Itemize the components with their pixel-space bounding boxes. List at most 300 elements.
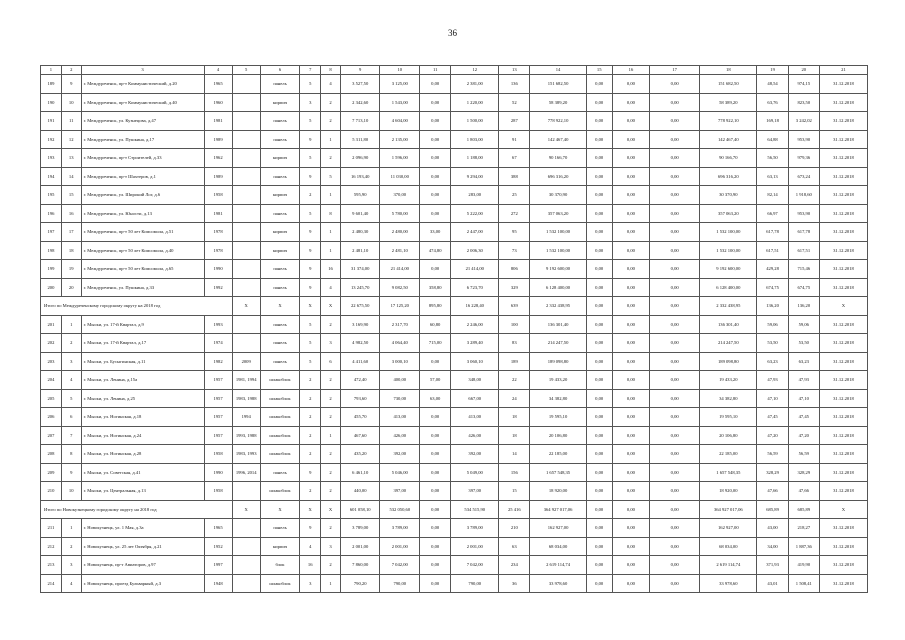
- table-cell: 31.12.2018: [819, 167, 867, 186]
- column-header: 16: [612, 66, 649, 75]
- table-cell: 63,13: [757, 167, 788, 186]
- table-cell: 0,00: [650, 149, 700, 168]
- table-cell: 1958: [204, 186, 232, 205]
- table-cell: 3 169,90: [340, 315, 380, 334]
- table-cell: 3 789,00: [380, 519, 420, 538]
- table-cell: 63,23: [757, 352, 788, 371]
- table-cell: 0,00: [650, 389, 700, 408]
- table-cell: X: [300, 297, 321, 316]
- table-cell: 639: [499, 297, 530, 316]
- table-cell: 1 803,00: [451, 130, 499, 149]
- table-cell: [232, 186, 260, 205]
- table-cell: 0,00: [612, 149, 649, 168]
- table-cell: 5: [300, 352, 321, 371]
- table-cell: 19 433,20: [530, 371, 586, 390]
- table-cell: 455,70: [340, 408, 380, 427]
- table-cell: 56,59: [757, 445, 788, 464]
- table-cell: 0,00: [650, 556, 700, 575]
- column-header: 8: [321, 66, 341, 75]
- table-cell: 0,00: [612, 278, 649, 297]
- table-cell: 31.12.2018: [819, 130, 867, 149]
- table-cell: 210: [499, 519, 530, 538]
- table-cell: 2 481,10: [340, 241, 380, 260]
- table-cell: 59,06: [788, 315, 819, 334]
- table-cell: 34 382,80: [700, 389, 757, 408]
- table-cell: 1981: [204, 204, 232, 223]
- table-cell: 34,00: [757, 537, 788, 556]
- table-cell: X: [819, 500, 867, 519]
- table-cell: 426,00: [380, 426, 420, 445]
- table-cell: 1997: [204, 556, 232, 575]
- table-cell: 47,45: [757, 408, 788, 427]
- table-cell: 1948: [204, 574, 232, 593]
- table-cell: 1978: [204, 241, 232, 260]
- table-cell: 136,20: [788, 297, 819, 316]
- table-cell: 0,00: [650, 463, 700, 482]
- table-row: [41, 260, 868, 279]
- table-cell: 24: [499, 389, 530, 408]
- table-cell: 201: [41, 315, 62, 334]
- table-cell: 16: [300, 556, 321, 575]
- table-cell: 213: [41, 556, 62, 575]
- table-cell: 136 301,40: [700, 315, 757, 334]
- table-cell: X: [232, 297, 260, 316]
- table-cell: 0,00: [612, 186, 649, 205]
- table-cell: 206: [41, 408, 62, 427]
- table-cell: г. Междуреченск, пр-т 50 лет Комсомола, д.65: [81, 260, 204, 279]
- table-cell: 211: [41, 519, 62, 538]
- table-cell: шлакоблок: [260, 482, 300, 501]
- table-cell: [232, 574, 260, 593]
- table-cell: 1 887,36: [788, 537, 819, 556]
- table-cell: 2: [321, 519, 341, 538]
- table-cell: г. Мыски, ул. Центральная, д.13: [81, 482, 204, 501]
- table-cell: 953,90: [788, 204, 819, 223]
- table-cell: [232, 537, 260, 556]
- table-cell: 5 311,80: [340, 130, 380, 149]
- table-cell: 214: [41, 574, 62, 593]
- subtotal-label: Итого по Новокузнецкому городскому округу на 2018 год: [41, 500, 233, 519]
- table-cell: [232, 334, 260, 353]
- table-cell: 7 042,00: [380, 556, 420, 575]
- table-cell: г. Междуреченск, пр-т Коммунистический, д.40: [81, 93, 204, 112]
- table-cell: 0,00: [650, 167, 700, 186]
- table-cell: 617,78: [788, 223, 819, 242]
- table-cell: 63,00: [420, 389, 451, 408]
- table-cell: 4 604,00: [380, 112, 420, 131]
- table-cell: г. Новокузнецк, ул. 1 Мая, д.3а: [81, 519, 204, 538]
- table-cell: 4: [61, 371, 81, 390]
- table-cell: 47,20: [788, 426, 819, 445]
- table-row: [41, 186, 868, 205]
- column-header: 20: [788, 66, 819, 75]
- table-cell: 328,29: [757, 463, 788, 482]
- table-cell: [232, 519, 260, 538]
- table-cell: панель: [260, 75, 300, 94]
- table-cell: 33 978,60: [700, 574, 757, 593]
- table-cell: 0,00: [586, 371, 612, 390]
- table-cell: 474,80: [420, 241, 451, 260]
- table-cell: 212: [41, 537, 62, 556]
- table-cell: 0,00: [420, 93, 451, 112]
- table-cell: X: [321, 500, 341, 519]
- table-cell: 1957: [204, 426, 232, 445]
- table-cell: 9 192 600,00: [700, 260, 757, 279]
- table-cell: 617,51: [757, 241, 788, 260]
- table-cell: 0,00: [612, 204, 649, 223]
- table-cell: 31.12.2018: [819, 537, 867, 556]
- column-header: 3: [81, 66, 204, 75]
- table-cell: шлакоблок: [260, 574, 300, 593]
- table-cell: г. Междуреченск, ул. Пушкина, д.17: [81, 130, 204, 149]
- table-cell: 0,00: [420, 519, 451, 538]
- table-cell: 979,36: [788, 149, 819, 168]
- column-header: 14: [530, 66, 586, 75]
- table-cell: 0,00: [420, 204, 451, 223]
- table-cell: 601 058,10: [340, 500, 380, 519]
- table-cell: 4: [321, 278, 341, 297]
- table-cell: 974,15: [788, 75, 819, 94]
- table-cell: 0,00: [650, 500, 700, 519]
- table-cell: 209: [41, 463, 62, 482]
- table-cell: 0,00: [420, 186, 451, 205]
- table-cell: 370,00: [380, 186, 420, 205]
- table-cell: 7 860,00: [340, 556, 380, 575]
- table-cell: 400,00: [380, 371, 420, 390]
- table-body: [41, 75, 868, 593]
- table-cell: 0,00: [586, 260, 612, 279]
- table-cell: 2: [321, 445, 341, 464]
- table-cell: 1 532 100,00: [530, 241, 586, 260]
- table-cell: 30 370,90: [530, 186, 586, 205]
- table-cell: 0,00: [420, 500, 451, 519]
- table-cell: 0,00: [586, 482, 612, 501]
- table-cell: 2: [321, 112, 341, 131]
- table-cell: 47,20: [757, 426, 788, 445]
- table-cell: 193: [41, 149, 62, 168]
- table-cell: 19 595,10: [700, 408, 757, 427]
- column-header: 19: [757, 66, 788, 75]
- table-cell: [232, 223, 260, 242]
- table-cell: 31.12.2018: [819, 112, 867, 131]
- table-cell: 4: [61, 574, 81, 593]
- table-cell: 6: [321, 352, 341, 371]
- table-cell: 3 000,10: [380, 352, 420, 371]
- table-cell: 2 619 114,74: [700, 556, 757, 575]
- table-cell: шлакоблок: [260, 408, 300, 427]
- table-cell: 16: [61, 204, 81, 223]
- table-cell: 13 245,70: [340, 278, 380, 297]
- table-cell: 1 532 100,00: [700, 241, 757, 260]
- table-cell: 2 381,00: [451, 75, 499, 94]
- table-cell: 162 927,00: [530, 519, 586, 538]
- table-cell: 2: [300, 482, 321, 501]
- column-header: 18: [700, 66, 757, 75]
- table-cell: 22 185,00: [530, 445, 586, 464]
- table-cell: 22 185,00: [700, 445, 757, 464]
- table-cell: 6 461,10: [340, 463, 380, 482]
- table-cell: 2: [300, 371, 321, 390]
- table-cell: 1 543,00: [380, 93, 420, 112]
- table-cell: 790,00: [380, 574, 420, 593]
- table-cell: 31.12.2018: [819, 426, 867, 445]
- table-cell: 1957: [204, 408, 232, 427]
- table-cell: 0,00: [650, 241, 700, 260]
- table-cell: 0,00: [650, 75, 700, 94]
- table-cell: 2: [300, 445, 321, 464]
- table-cell: 20: [61, 278, 81, 297]
- table-cell: 5 222,00: [451, 204, 499, 223]
- table-cell: 68 034,00: [700, 537, 757, 556]
- column-header: 9: [340, 66, 380, 75]
- table-cell: 31.12.2018: [819, 75, 867, 94]
- table-cell: 2 001,00: [340, 537, 380, 556]
- table-cell: 0,00: [586, 315, 612, 334]
- column-header: 10: [380, 66, 420, 75]
- table-cell: 0,00: [650, 574, 700, 593]
- table-cell: 1 532 100,00: [530, 223, 586, 242]
- table-cell: 673,24: [788, 167, 819, 186]
- table-cell: 58 389,20: [530, 93, 586, 112]
- table-cell: 10: [61, 93, 81, 112]
- table-row: [41, 223, 868, 242]
- table-cell: 31.12.2018: [819, 352, 867, 371]
- table-cell: 2 317,70: [380, 315, 420, 334]
- column-header: 4: [204, 66, 232, 75]
- table-cell: 169,18: [757, 112, 788, 131]
- table-cell: 0,00: [612, 445, 649, 464]
- table-cell: 2 096,90: [340, 149, 380, 168]
- table-cell: 197: [41, 223, 62, 242]
- table-cell: 91: [499, 130, 530, 149]
- table-cell: 20 106,80: [530, 426, 586, 445]
- table-cell: 1: [321, 426, 341, 445]
- table-cell: 9: [300, 260, 321, 279]
- table-cell: 0,00: [650, 186, 700, 205]
- table-cell: 25 416: [499, 500, 530, 519]
- table-cell: 0,00: [612, 408, 649, 427]
- table-cell: 205: [41, 389, 62, 408]
- table-cell: 214 247,50: [700, 334, 757, 353]
- column-header: 6: [260, 66, 300, 75]
- table-cell: 1 596,00: [380, 149, 420, 168]
- table-cell: 31.12.2018: [819, 315, 867, 334]
- table-cell: 2: [61, 334, 81, 353]
- table-cell: г. Мыски, ул. Ногинская, д.28: [81, 445, 204, 464]
- table-row: [41, 334, 868, 353]
- table-cell: 7 042,00: [451, 556, 499, 575]
- table-cell: 674,75: [788, 278, 819, 297]
- table-cell: 5: [300, 334, 321, 353]
- table-cell: 1978: [204, 223, 232, 242]
- table-cell: г. Междуреченск, пр-т 50 лет Комсомола, д.51: [81, 223, 204, 242]
- table-cell: 0,00: [650, 278, 700, 297]
- table-cell: 1982: [204, 352, 232, 371]
- table-cell: 0,00: [612, 463, 649, 482]
- table-cell: 0,00: [612, 426, 649, 445]
- table-cell: 1952: [204, 537, 232, 556]
- table-cell: 0,00: [650, 426, 700, 445]
- table-cell: 9: [300, 278, 321, 297]
- table-cell: 1: [321, 186, 341, 205]
- table-row: [41, 574, 868, 593]
- table-cell: 0,00: [650, 223, 700, 242]
- table-cell: 58 389,20: [700, 93, 757, 112]
- table-cell: 100: [499, 315, 530, 334]
- table-cell: 364 927 017,06: [700, 500, 757, 519]
- table-cell: 7 713,10: [340, 112, 380, 131]
- table-row: [41, 241, 868, 260]
- table-cell: 364 927 017,06: [530, 500, 586, 519]
- table-row: [41, 149, 868, 168]
- table-cell: 2 006,30: [451, 241, 499, 260]
- subtotal-label: Итого по Междуреченскому городскому округу на 2018 год: [41, 297, 233, 316]
- table-cell: 63,76: [757, 93, 788, 112]
- table-cell: X: [232, 500, 260, 519]
- table-cell: 397,00: [451, 482, 499, 501]
- table-cell: 47,66: [757, 482, 788, 501]
- table-cell: [232, 260, 260, 279]
- table-cell: 790,00: [451, 574, 499, 593]
- table-cell: 0,00: [420, 112, 451, 131]
- table-cell: кирпич: [260, 241, 300, 260]
- table-cell: 0,00: [612, 500, 649, 519]
- subtotal-row: [41, 297, 868, 316]
- table-cell: 667,00: [451, 389, 499, 408]
- table-cell: 14: [61, 167, 81, 186]
- table-cell: 47,93: [788, 371, 819, 390]
- table-cell: 1965: [204, 519, 232, 538]
- table-cell: 2: [321, 371, 341, 390]
- table-cell: 6 128 400,00: [530, 278, 586, 297]
- table-cell: 151 682,50: [700, 75, 757, 94]
- table-cell: 0,00: [650, 204, 700, 223]
- table-row: [41, 204, 868, 223]
- table-cell: 189 098,80: [530, 352, 586, 371]
- table-cell: 83: [499, 334, 530, 353]
- table-cell: 20 106,80: [700, 426, 757, 445]
- column-header: 15: [586, 66, 612, 75]
- table-cell: кирпич: [260, 149, 300, 168]
- table-cell: 4: [321, 75, 341, 94]
- table-cell: 532 050,60: [380, 500, 420, 519]
- table-cell: 674,75: [757, 278, 788, 297]
- table-cell: 194: [41, 167, 62, 186]
- table-cell: 0,00: [420, 149, 451, 168]
- table-cell: 192: [41, 130, 62, 149]
- table-cell: шлакоблок: [260, 445, 300, 464]
- table-cell: 191: [41, 112, 62, 131]
- table-cell: 0,00: [420, 445, 451, 464]
- table-cell: г. Междуреченск, ул. Юности, д.13: [81, 204, 204, 223]
- subtotal-row: [41, 500, 868, 519]
- table-cell: 47,45: [788, 408, 819, 427]
- table-row: [41, 130, 868, 149]
- table-cell: 5: [300, 112, 321, 131]
- table-row: [41, 556, 868, 575]
- table-cell: 82,14: [757, 186, 788, 205]
- table-cell: 2 332 438,95: [700, 297, 757, 316]
- table-cell: 21 414,00: [380, 260, 420, 279]
- table-cell: 56,50: [757, 149, 788, 168]
- table-cell: 778 922,10: [700, 112, 757, 131]
- table-cell: 3 125,00: [380, 75, 420, 94]
- table-cell: 9 192 600,00: [530, 260, 586, 279]
- table-cell: 0,00: [586, 556, 612, 575]
- table-cell: 1 532 100,00: [700, 223, 757, 242]
- table-cell: 2: [300, 408, 321, 427]
- table-cell: 5: [300, 75, 321, 94]
- table-cell: 397,00: [380, 482, 420, 501]
- table-cell: 8: [61, 445, 81, 464]
- table-cell: 3: [321, 334, 341, 353]
- table-cell: 2: [321, 482, 341, 501]
- table-cell: 0,00: [586, 75, 612, 94]
- table-cell: 534 515,90: [451, 500, 499, 519]
- table-cell: 2: [321, 556, 341, 575]
- table-cell: 4 411,60: [340, 352, 380, 371]
- table-row: [41, 389, 868, 408]
- table-cell: 2009: [232, 352, 260, 371]
- column-header: 13: [499, 66, 530, 75]
- table-cell: 33 978,60: [530, 574, 586, 593]
- table-cell: г. Междуреченск, пр-т Коммунистический, д.20: [81, 75, 204, 94]
- table-row: [41, 278, 868, 297]
- table-cell: 6: [61, 408, 81, 427]
- table-cell: 2 332 438,95: [530, 297, 586, 316]
- table-cell: 63: [499, 537, 530, 556]
- table-cell: 5: [300, 204, 321, 223]
- table-cell: 1981, 1994: [232, 371, 260, 390]
- table-cell: 156: [499, 463, 530, 482]
- table-cell: 0,00: [586, 389, 612, 408]
- table-cell: панель: [260, 204, 300, 223]
- table-cell: 0,00: [650, 297, 700, 316]
- table-cell: 0,00: [612, 371, 649, 390]
- table-cell: 0,00: [612, 389, 649, 408]
- table-cell: 2 481,10: [380, 241, 420, 260]
- table-cell: 0,00: [650, 445, 700, 464]
- table-cell: г. Междуреченск, пр-т Строителей, д.33: [81, 149, 204, 168]
- table-cell: панель: [260, 112, 300, 131]
- table-cell: 357 063,20: [700, 204, 757, 223]
- table-cell: 1957: [204, 371, 232, 390]
- table-cell: 0,00: [420, 167, 451, 186]
- table-cell: г. Междуреченск, пр-т Шахтеров, д.1: [81, 167, 204, 186]
- table-cell: 595,90: [340, 186, 380, 205]
- table-cell: 56,59: [788, 445, 819, 464]
- table-cell: 0,00: [420, 556, 451, 575]
- table-cell: 0,00: [612, 537, 649, 556]
- table-cell: [232, 241, 260, 260]
- table-cell: 52: [499, 93, 530, 112]
- table-cell: 196: [41, 204, 62, 223]
- table-cell: 790,20: [340, 574, 380, 593]
- table-cell: 17: [61, 223, 81, 242]
- table-row: [41, 112, 868, 131]
- table-cell: 9: [300, 167, 321, 186]
- table-cell: 0,00: [612, 260, 649, 279]
- table-cell: 199: [41, 260, 62, 279]
- table-cell: 7: [61, 426, 81, 445]
- table-cell: 60,80: [420, 315, 451, 334]
- table-cell: 18: [499, 426, 530, 445]
- table-cell: 0,00: [650, 93, 700, 112]
- table-cell: 2: [300, 389, 321, 408]
- table-cell: 0,00: [586, 167, 612, 186]
- table-cell: 31.12.2018: [819, 186, 867, 205]
- table-cell: 778 922,10: [530, 112, 586, 131]
